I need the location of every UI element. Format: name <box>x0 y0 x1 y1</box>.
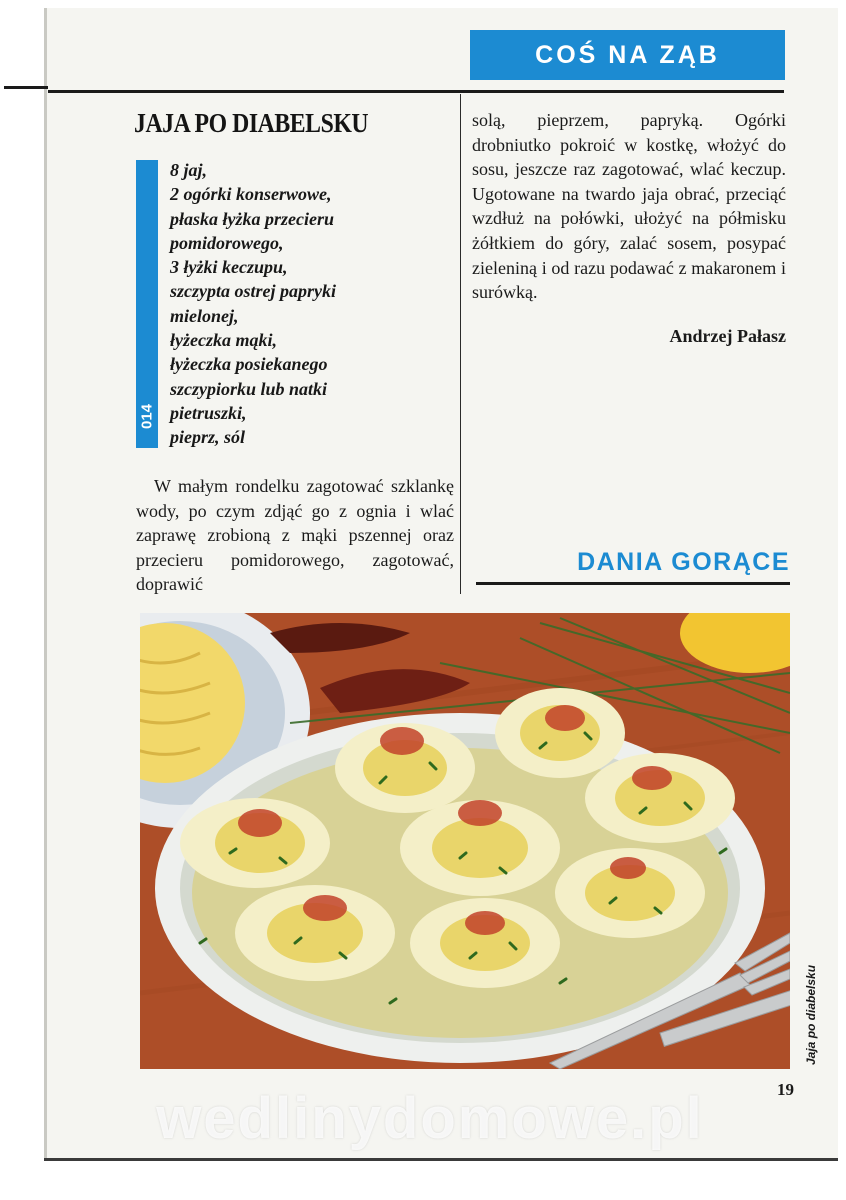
recipe-title: JAJA PO DIABELSKU <box>134 108 369 138</box>
recipe-code: 014 <box>138 403 156 429</box>
ingredient-item: 3 łyżki keczupu, <box>170 257 288 278</box>
ingredient-item: szczypta ostrej papryki <box>170 281 336 302</box>
ingredient-item: płaska łyżka przecieru <box>170 208 334 229</box>
dish-photo <box>140 613 790 1069</box>
dish-photo-illustration <box>140 613 790 1069</box>
ingredient-item: pomidorowego, <box>170 232 284 253</box>
page-number: 19 <box>777 1080 794 1099</box>
watermark: wedlinydomowe.pl <box>156 1086 704 1151</box>
ingredient-item: 8 jaj, <box>170 160 208 180</box>
ingredient-item: szczypiorku lub natki <box>170 378 328 399</box>
ingredient-item: 2 ogórki konserwowe, <box>170 184 332 205</box>
instructions-left-column: W małym rondelku zagotować szklankę wody, po czym zdjąć go z ognia i wlać zaprawę zrobioną z mąki pszennej oraz przecieru pomidorowego, zagotować, doprawić <box>136 476 454 595</box>
ingredient-item: łyżeczka mąki, <box>170 330 277 351</box>
section-rule <box>476 582 790 585</box>
page-spine <box>44 8 47 1160</box>
recipe-author: Andrzej Pałasz <box>669 326 786 346</box>
section-title: DANIA GORĄCE <box>577 548 790 576</box>
ingredients-list <box>170 158 460 450</box>
category-banner: COŚ NA ZĄB <box>470 30 785 80</box>
page-bottom-edge <box>44 1158 838 1161</box>
ingredient-item: pietruszki, <box>170 402 247 423</box>
header-rule <box>48 90 784 93</box>
header-rule-left <box>4 86 48 89</box>
column-divider <box>460 94 461 594</box>
photo-caption: Jaja po diabelsku <box>804 964 818 1066</box>
ingredient-item: łyżeczka posiekanego <box>170 354 328 375</box>
ingredient-item: pieprz, sól <box>170 427 246 448</box>
instructions-right-column: solą, pieprzem, papryką. Ogórki drobniutko pokroić w kostkę, włożyć do sosu, jeszcze raz zagotować, wlać keczup. Ugotowane na twardo jaja obrać, przeciąć wzdłuż na połówki, ułożyć na półmisku żółtkiem do góry, zalać sosem, posypać zieleniną i od razu podawać z makaronem i surówką. <box>472 110 786 303</box>
ingredient-item: mielonej, <box>170 305 239 326</box>
